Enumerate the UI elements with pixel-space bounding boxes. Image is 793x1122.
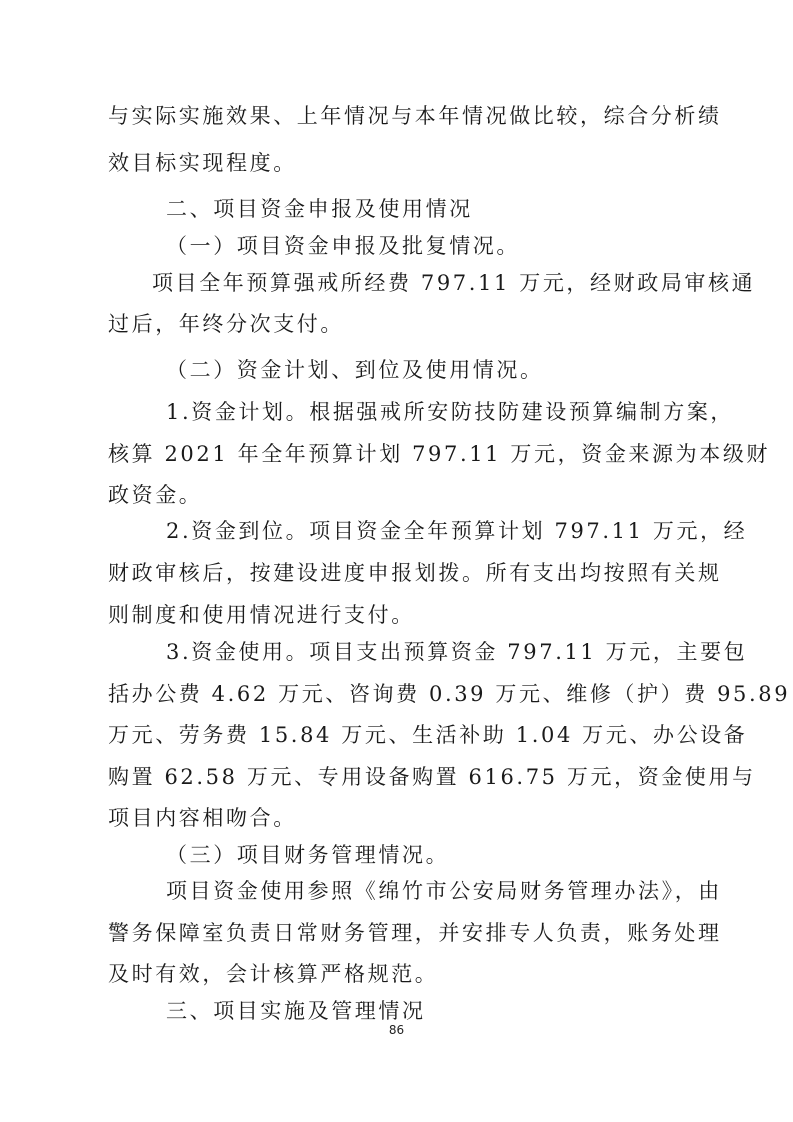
subsection-heading: （二）资金计划、到位及使用情况。	[166, 358, 544, 382]
body-text-line: 过后，年终分次支付。	[108, 312, 344, 336]
body-text-line: 核算 2021 年全年预算计划 797.11 万元，资金来源为本级财	[108, 442, 771, 466]
body-text-line: 及时有效，会计核算严格规范。	[108, 962, 439, 986]
section-heading: 二、项目资金申报及使用情况	[166, 197, 473, 221]
body-text-line: 与实际实施效果、上年情况与本年情况做比较，综合分析绩	[108, 104, 722, 128]
subsection-heading: （一）项目资金申报及批复情况。	[166, 234, 520, 258]
body-text-line: 万元、劳务费 15.84 万元、生活补助 1.04 万元、办公设备	[108, 723, 748, 747]
body-text-line: 警务保障室负责日常财务管理，并安排专人负责，账务处理	[108, 921, 722, 945]
body-text-line: 括办公费 4.62 万元、咨询费 0.39 万元、维修（护）费 95.89	[108, 682, 791, 706]
body-text-line: 3.资金使用。项目支出预算资金 797.11 万元，主要包	[166, 640, 748, 664]
page-number: 86	[388, 1023, 405, 1037]
subsection-heading: （三）项目财务管理情况。	[166, 843, 450, 867]
body-text-line: 效目标实现程度。	[108, 151, 297, 175]
body-text-line: 1.资金计划。根据强戒所安防技防建设预算编制方案，	[166, 400, 735, 424]
body-text-line: 项目全年预算强戒所经费 797.11 万元，经财政局审核通	[152, 271, 756, 295]
body-text-line: 项目资金使用参照《绵竹市公安局财务管理办法》，由	[166, 879, 722, 903]
body-text-line: 2.资金到位。项目资金全年预算计划 797.11 万元，经	[166, 519, 748, 543]
body-text-line: 项目内容相吻合。	[108, 806, 297, 830]
section-heading: 三、项目实施及管理情况	[166, 999, 426, 1023]
body-text-line: 政资金。	[108, 483, 203, 507]
body-text-line: 则制度和使用情况进行支付。	[108, 603, 415, 627]
body-text-line: 财政审核后，按建设进度申报划拨。所有支出均按照有关规	[108, 561, 722, 585]
body-text-line: 购置 62.58 万元、专用设备购置 616.75 万元，资金使用与	[108, 765, 756, 789]
